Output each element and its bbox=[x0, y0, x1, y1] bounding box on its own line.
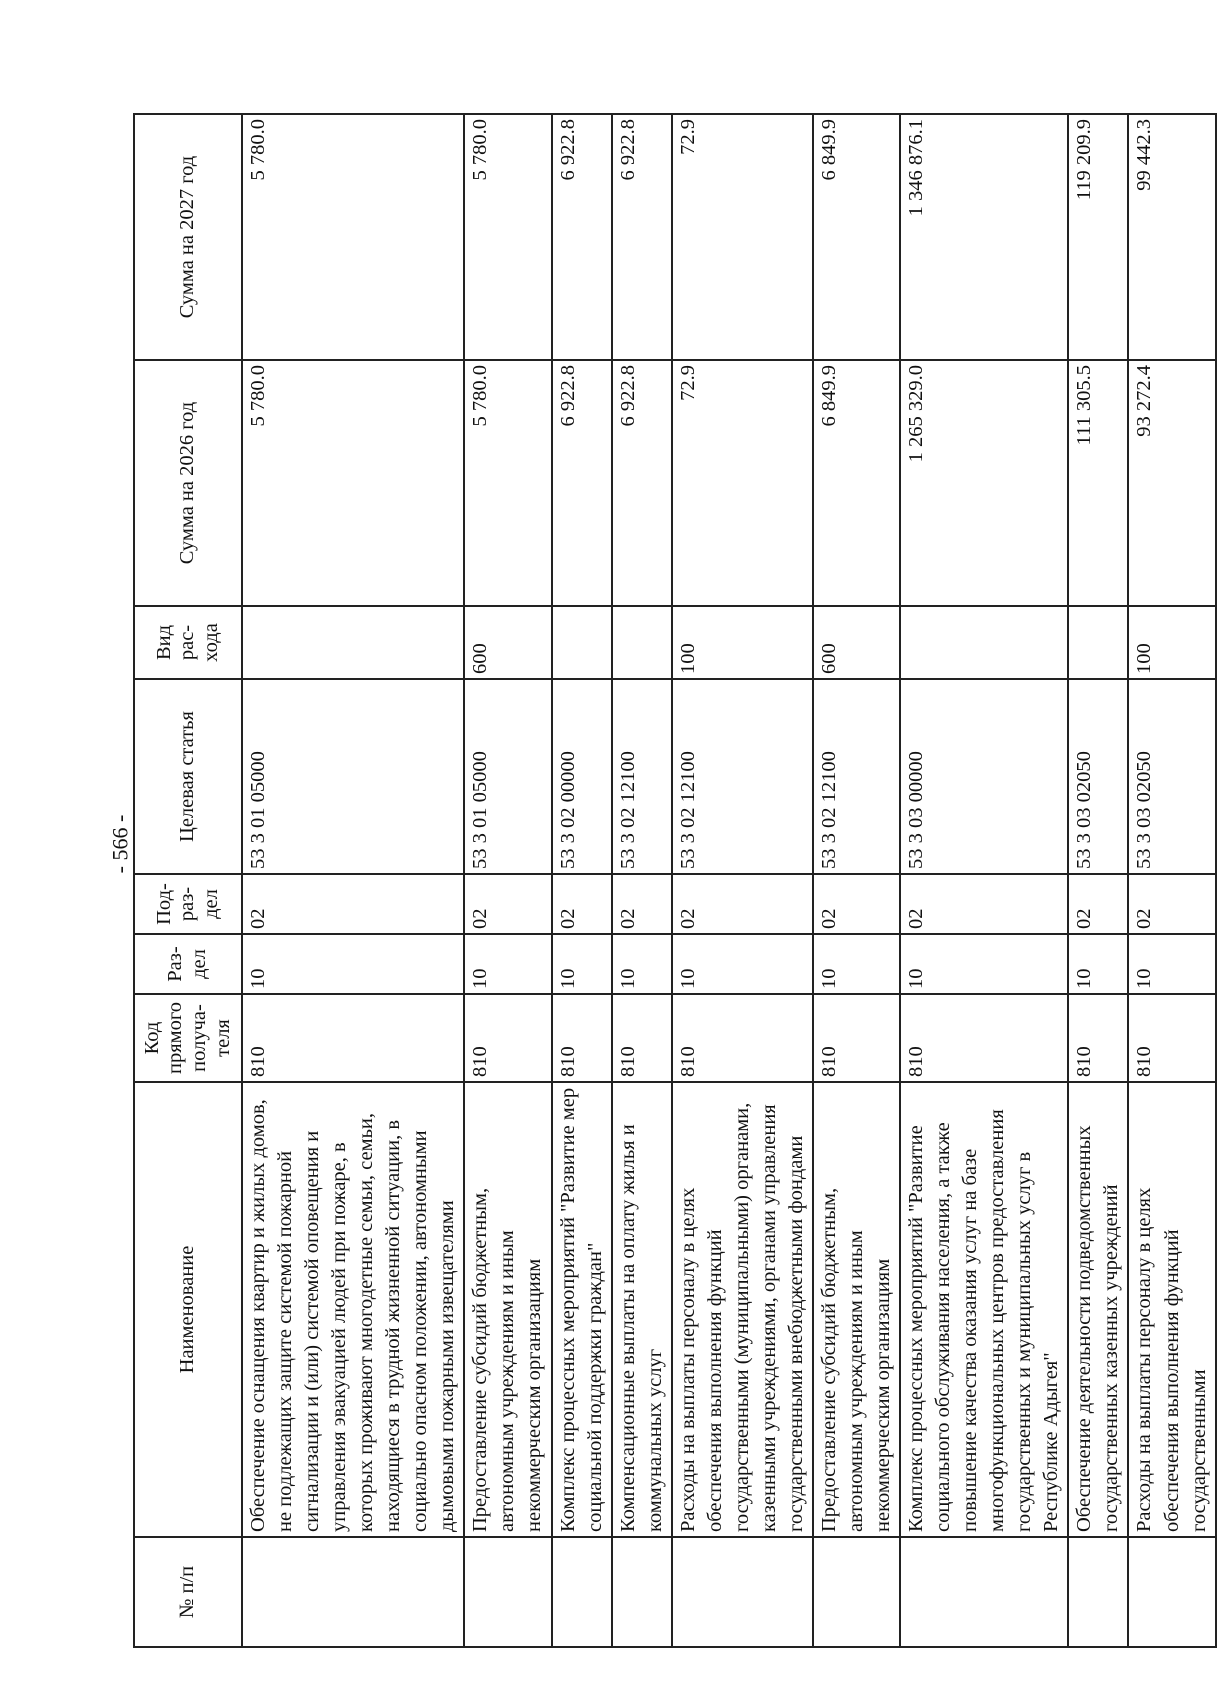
cell-target: 53 3 01 05000 bbox=[464, 679, 551, 874]
cell-target: 53 3 03 02050 bbox=[1068, 679, 1128, 874]
cell-sum2027: 6 849.9 bbox=[813, 114, 900, 360]
cell-num bbox=[242, 1537, 464, 1647]
cell-num bbox=[1128, 1537, 1215, 1647]
cell-name: Предоставление субсидий бюджетным, автономным учреждениям и иным некоммерческим организациям bbox=[813, 1082, 900, 1537]
cell-podrazdel: 02 bbox=[612, 874, 672, 934]
cell-target: 53 3 01 05000 bbox=[242, 679, 464, 874]
cell-sum2027: 72.9 bbox=[672, 114, 813, 360]
cell-target: 53 3 02 12100 bbox=[612, 679, 672, 874]
budget-table-sheet bbox=[133, 115, 1210, 1648]
cell-sum2027: 119 209.9 bbox=[1068, 114, 1128, 360]
cell-vid: 100 bbox=[672, 606, 813, 679]
cell-sum2026: 6 922.8 bbox=[612, 360, 672, 606]
cell-razdel: 10 bbox=[672, 934, 813, 994]
cell-razdel: 10 bbox=[242, 934, 464, 994]
table-row bbox=[900, 114, 1068, 1647]
cell-name: Предоставление субсидий бюджетным, автономным учреждениям и иным некоммерческим организациям bbox=[464, 1082, 551, 1537]
cell-name: Расходы на выплаты персоналу в целях обеспечения выполнения функций государственными (муниципальными) органами, казенными учреждениями, органами управления государственными внебюджетными фондами bbox=[672, 1082, 813, 1537]
cell-num bbox=[672, 1537, 813, 1647]
cell-vid bbox=[552, 606, 612, 679]
cell-razdel: 10 bbox=[813, 934, 900, 994]
table-header-row bbox=[134, 114, 242, 1647]
cell-razdel: 10 bbox=[1068, 934, 1128, 994]
cell-num bbox=[900, 1537, 1068, 1647]
table-row bbox=[1128, 114, 1215, 1647]
cell-razdel: 10 bbox=[612, 934, 672, 994]
cell-sum2026: 6 849.9 bbox=[813, 360, 900, 606]
cell-podrazdel: 02 bbox=[242, 874, 464, 934]
cell-code: 810 bbox=[672, 994, 813, 1082]
cell-razdel: 10 bbox=[1128, 934, 1215, 994]
cell-num bbox=[813, 1537, 900, 1647]
cell-razdel: 10 bbox=[552, 934, 612, 994]
table-row bbox=[612, 114, 672, 1647]
table-row bbox=[813, 114, 900, 1647]
cell-vid: 100 bbox=[1128, 606, 1215, 679]
cell-podrazdel: 02 bbox=[464, 874, 551, 934]
table-row bbox=[1068, 114, 1128, 1647]
cell-target: 53 3 03 00000 bbox=[900, 679, 1068, 874]
cell-code: 810 bbox=[1068, 994, 1128, 1082]
cell-sum2027: 1 346 876.1 bbox=[900, 114, 1068, 360]
cell-sum2027: 99 442.3 bbox=[1128, 114, 1215, 360]
cell-vid bbox=[900, 606, 1068, 679]
header-target: Целевая статья bbox=[134, 679, 242, 874]
cell-podrazdel: 02 bbox=[813, 874, 900, 934]
header-num: № п/п bbox=[134, 1537, 242, 1647]
page-number-text: - 566 - bbox=[107, 814, 132, 874]
cell-num bbox=[464, 1537, 551, 1647]
cell-name: Компенсационные выплаты на оплату жилья и коммунальных услуг bbox=[612, 1082, 672, 1537]
cell-podrazdel: 02 bbox=[672, 874, 813, 934]
header-code: Код прямого получа-теля bbox=[134, 994, 242, 1082]
cell-target: 53 3 02 12100 bbox=[813, 679, 900, 874]
cell-sum2026: 72.9 bbox=[672, 360, 813, 606]
cell-vid bbox=[1068, 606, 1128, 679]
cell-podrazdel: 02 bbox=[1068, 874, 1128, 934]
cell-sum2026: 6 922.8 bbox=[552, 360, 612, 606]
table-row bbox=[552, 114, 612, 1647]
cell-razdel: 10 bbox=[464, 934, 551, 994]
table-row bbox=[242, 114, 464, 1647]
cell-code: 810 bbox=[1128, 994, 1215, 1082]
cell-name: Комплекс процессных мероприятий "Развитие мер социальной поддержки граждан" bbox=[552, 1082, 612, 1537]
cell-vid bbox=[612, 606, 672, 679]
cell-sum2027: 6 922.8 bbox=[552, 114, 612, 360]
cell-podrazdel: 02 bbox=[552, 874, 612, 934]
header-razdel: Раз-дел bbox=[134, 934, 242, 994]
cell-num bbox=[1068, 1537, 1128, 1647]
cell-sum2027: 5 780.0 bbox=[242, 114, 464, 360]
cell-name: Обеспечение оснащения квартир и жилых домов, не подлежащих защите системой пожарной сигнализации и (или) системой оповещения и управления эвакуацией людей при пожаре, в которых проживают многодетные семьи, семьи, находящиеся в трудной жизненной ситуации, в социально опасном положении, автономными дымовыми пожарными извещателями bbox=[242, 1082, 464, 1537]
cell-sum2026: 5 780.0 bbox=[242, 360, 464, 606]
cell-code: 810 bbox=[900, 994, 1068, 1082]
cell-name: Расходы на выплаты персоналу в целях обеспечения выполнения функций государственными bbox=[1128, 1082, 1215, 1537]
cell-podrazdel: 02 bbox=[1128, 874, 1215, 934]
cell-vid bbox=[242, 606, 464, 679]
cell-code: 810 bbox=[464, 994, 551, 1082]
table-row bbox=[672, 114, 813, 1647]
table-row bbox=[464, 114, 551, 1647]
cell-sum2026: 1 265 329.0 bbox=[900, 360, 1068, 606]
cell-target: 53 3 02 12100 bbox=[672, 679, 813, 874]
cell-sum2026: 93 272.4 bbox=[1128, 360, 1215, 606]
cell-code: 810 bbox=[813, 994, 900, 1082]
cell-sum2027: 6 922.8 bbox=[612, 114, 672, 360]
cell-code: 810 bbox=[242, 994, 464, 1082]
cell-code: 810 bbox=[612, 994, 672, 1082]
cell-sum2026: 5 780.0 bbox=[464, 360, 551, 606]
cell-num bbox=[612, 1537, 672, 1647]
cell-sum2027: 5 780.0 bbox=[464, 114, 551, 360]
cell-vid: 600 bbox=[813, 606, 900, 679]
header-vid: Вид рас-хода bbox=[134, 606, 242, 679]
budget-table bbox=[133, 113, 1217, 1648]
cell-name: Комплекс процессных мероприятий "Развитие социального обслуживания населения, а также повышение качества оказания услуг на базе многофункциональных центров предоставления государственных и муниципальных услуг в Республике Адыгея" bbox=[900, 1082, 1068, 1537]
cell-target: 53 3 03 02050 bbox=[1128, 679, 1215, 874]
cell-target: 53 3 02 00000 bbox=[552, 679, 612, 874]
cell-num bbox=[552, 1537, 612, 1647]
header-name: Наименование bbox=[134, 1082, 242, 1537]
header-sum2026: Сумма на 2026 год bbox=[134, 360, 242, 606]
cell-razdel: 10 bbox=[900, 934, 1068, 994]
cell-code: 810 bbox=[552, 994, 612, 1082]
cell-podrazdel: 02 bbox=[900, 874, 1068, 934]
cell-name: Обеспечение деятельности подведомственных государственных казенных учреждений bbox=[1068, 1082, 1128, 1537]
cell-sum2026: 111 305.5 bbox=[1068, 360, 1128, 606]
header-podrazdel: Под-раз-дел bbox=[134, 874, 242, 934]
cell-vid: 600 bbox=[464, 606, 551, 679]
header-sum2027: Сумма на 2027 год bbox=[134, 114, 242, 360]
